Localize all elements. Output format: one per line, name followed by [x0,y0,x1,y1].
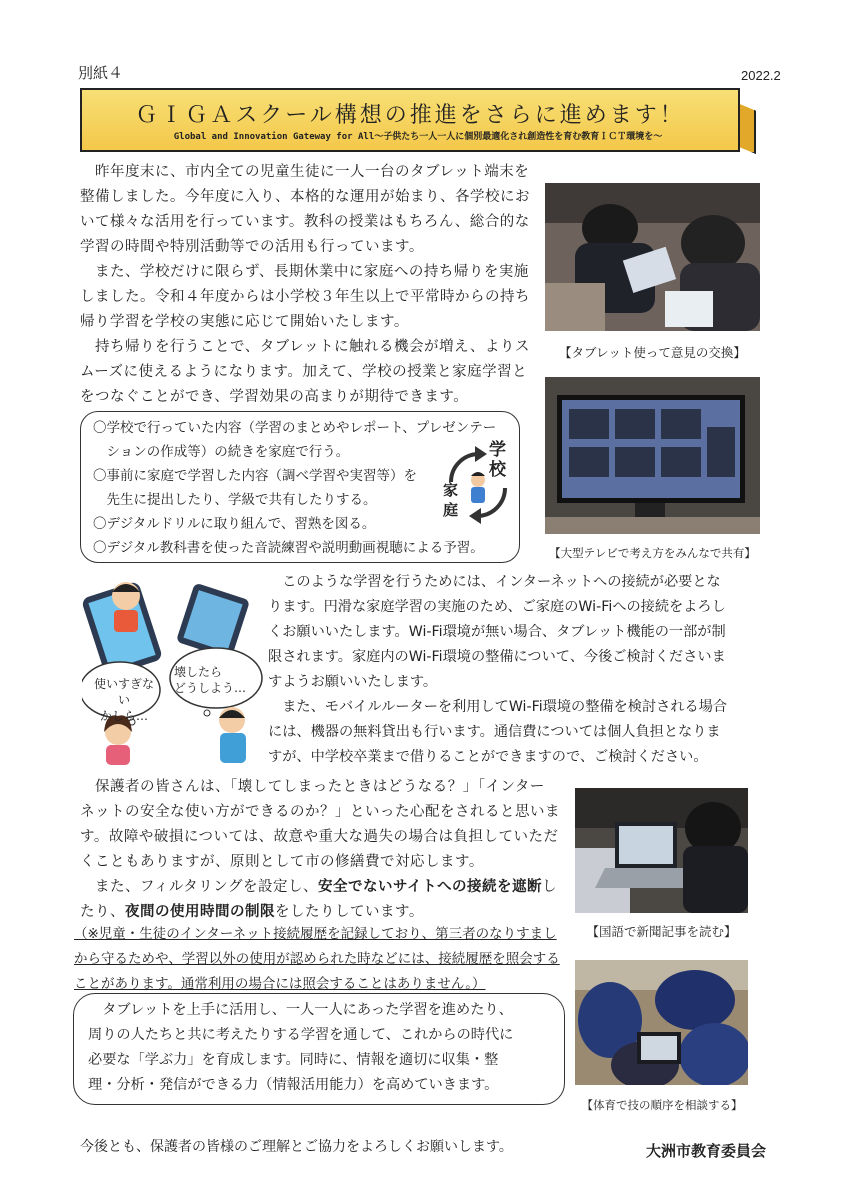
note-line: ことがあります。通常利用の場合には照会することはありません。） [74,976,486,992]
photo-newspaper-reading-image [575,788,748,913]
wifi-line: すようお願いいたします。 [268,674,438,690]
filter-text: たり、 [80,904,125,920]
wifi-line: 限されます。家庭内のWi-Fi環境の整備について、今後ご検討くださいま [268,649,726,665]
intro-line: 昨年度末に、市内全ての児童生徒に一人一台のタブレット端末を [80,164,530,180]
wifi-line: には、機器の無料貸出も行います。通信費については個人負担となりま [268,724,721,740]
router-paragraph [268,695,753,770]
home-learning-box [80,411,520,563]
photo-tablet-discussion [545,183,760,331]
filter-line-1 [80,875,570,900]
goal-text [88,998,513,1098]
photo-tablet-discussion-image [545,183,760,331]
safety-line: くこともありますが、原則として市の修繕費で対応します。 [80,854,484,870]
bubble-line: かしら… [99,709,148,723]
intro-line: 帰り学習を学校の実態に応じて開始いたします。 [80,314,409,330]
page-subtitle: Global and Innovation Gateway for All～子供たち一人一人に個別最適化され創造性を育む教育ＩＣＴ環境を～ [173,132,663,142]
safety-line: 保護者の皆さんは、「壊してしまったときはどうなる？」「インター [80,779,545,795]
intro-line: いて様々な活用を行っています。教科の授業はもちろん、総合的な [80,214,530,230]
filter-emphasis: 安全でないサイトへの接続を遮断 [317,879,542,895]
intro-line: 持ち帰りを行うことで、タブレットに触れる機会が増え、よりス [80,339,530,355]
bubble-line: 使いすぎない [93,677,154,707]
wifi-line: また、モバイルルーターを利用してWi-Fi環境の整備を検討される場合 [268,699,728,715]
goal-line: タブレットを上手に活用し、一人一人にあった学習を進めたり、 [88,1002,513,1018]
box-item: 〇デジタルドリルに取り組んで、習熟を図る。 [93,516,376,532]
bubble-overuse [92,676,156,724]
doc-label: 別紙４ [78,64,124,82]
photo-large-tv [545,377,760,534]
filter-text: また、フィルタリングを設定し、 [80,879,318,895]
filter-text: をしたりしています。 [275,904,424,920]
history-note [74,922,560,997]
wifi-line: ります。円滑な家庭学習の実施のため、ご家庭のWi-Fiへの接続をよろし [268,599,726,615]
bubble-line: どうしよう… [174,681,247,695]
photo-caption: 【国語で新聞記事を読む】 [586,924,737,939]
wifi-line: くお願いいたします。Wi-Fi環境が無い場合、タブレット機能の一部が制 [268,624,726,640]
goal-line: 周りの人たちと共に考えたりする学習を通して、これからの時代に [88,1027,514,1043]
photo-caption: 【体育で技の順序を相談する】 [581,1098,743,1112]
goal-box [73,993,565,1105]
intro-line: 学習の時間や特別活動等での活用も行っています。 [80,239,424,255]
cycle-label-school: 学校 [489,440,506,480]
photo-newspaper-reading [575,788,748,913]
safety-line: す。故障や破損については、故意や重大な過失の場合は負担していただ [80,829,559,845]
closing-text: 今後とも、保護者の皆様のご理解とご協力をよろしくお願いします。 [80,1139,513,1155]
box-item: 先生に提出したり、学級で共有したりする。 [93,492,377,508]
bubble-break [174,664,260,696]
photo-pe-discussion-image [575,960,748,1085]
intro-line: をつなぐことができ、学習効果の高まりが期待できます。 [80,389,469,405]
filter-text: し [541,879,557,895]
goal-line: 理・分析・発信ができる力（情報活用能力）を高めていきます。 [88,1077,499,1093]
box-item: ションの作成等）の続きを家庭で行う。 [93,444,350,460]
goal-line: 必要な「学ぶ力」を育成します。同時に、情報を適切に収集・整 [88,1052,499,1068]
intro-paragraph [80,160,540,410]
photo-pe-discussion [575,960,748,1085]
page-title: ＧＩＧＡスクール構想の推進をさらに進めます！ [135,103,685,128]
title-banner [80,88,756,152]
box-item: 〇学校で行っていた内容（学習のまとめやレポート、プレゼンテー [93,420,497,436]
intro-line: しました。令和４年度からは小学校３年生以上で平常時からの持ち [80,289,530,305]
safety-line: ネットの安全な使い方ができるのか？」といった心配をされると思いま [80,804,560,820]
photo-caption: 【大型テレビで考え方をみんなで共有】 [549,546,756,560]
intro-line: 整備しました。今年度に入り、本格的な運用が始まり、各学校にお [80,189,530,205]
wifi-line: すが、中学校卒業まで借りることができますので、ご検討ください。 [268,749,708,765]
photo-caption: 【タブレット使って意見の交換】 [559,345,746,360]
wifi-line: このような学習を行うためには、インターネットへの接続が必要とな [268,574,721,590]
doc-date: 2022.2 [741,68,781,83]
cycle-label-home: 家庭 [443,481,459,519]
box-item: 〇事前に家庭で学習した内容（調べ学習や実習等）を [93,468,417,484]
signature: 大洲市教育委員会 [646,1142,767,1160]
note-line: （※児童・生徒のインターネット接続履歴を記録しており、第三者のなりすまし [74,926,557,942]
intro-line: ムーズに使えるようになります。加えて、学校の授業と家庭学習と [80,364,528,380]
note-line: から守るためや、学習以外の使用が認められた時などには、接続履歴を照会する [74,951,560,967]
bubble-line: 壊したら [174,665,223,679]
worry-illustration [82,570,267,765]
filter-emphasis: 夜間の使用時間の制限 [125,904,275,920]
box-item: 〇デジタル教科書を使った音読練習や説明動画視聴による予習。 [93,540,484,556]
wifi-paragraph [268,570,753,695]
photo-large-tv-image [545,377,760,534]
intro-line: また、学校だけに限らず、長期休業中に家庭への持ち帰りを実施 [80,264,529,280]
safety-paragraph [80,775,570,925]
